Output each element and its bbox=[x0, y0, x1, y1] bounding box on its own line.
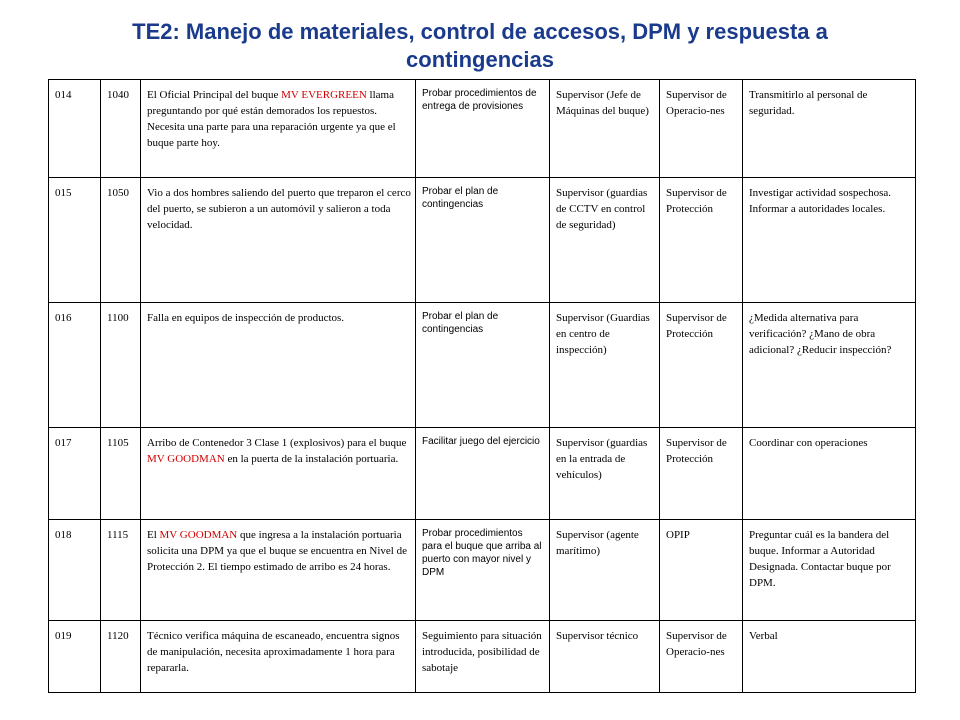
purpose-cell: Probar el plan de contingencias bbox=[416, 303, 550, 428]
event-number-cell: 018 bbox=[49, 520, 101, 621]
description-cell bbox=[141, 80, 416, 178]
vessel-name: MV EVERGREEN bbox=[281, 89, 367, 101]
purpose-cell: Probar el plan de contingencias bbox=[416, 178, 550, 303]
description-text: El Oficial Principal del buque bbox=[147, 89, 282, 101]
event-number-cell: 014 bbox=[49, 80, 101, 178]
expected-action-cell: Transmitirlo al personal de seguridad. bbox=[743, 80, 916, 178]
event-number-cell: 015 bbox=[49, 178, 101, 303]
table-row bbox=[49, 621, 916, 693]
table-body bbox=[49, 80, 916, 693]
vessel-name: MV GOODMAN bbox=[159, 529, 238, 541]
description-cell bbox=[141, 428, 416, 520]
player-cell: Supervisor (guardias en la entrada de vehículos) bbox=[550, 428, 660, 520]
vessel-name: MV GOODMAN bbox=[147, 453, 225, 465]
controller-cell: Supervisor de Protección bbox=[660, 303, 743, 428]
controller-cell: Supervisor de Protección bbox=[660, 178, 743, 303]
purpose-cell: Facilitar juego del ejercicio bbox=[416, 428, 550, 520]
controller-cell: Supervisor de Protección bbox=[660, 428, 743, 520]
player-cell: Supervisor (agente marítimo) bbox=[550, 520, 660, 621]
controller-cell: Supervisor de Operacio-nes bbox=[660, 621, 743, 693]
expected-action-cell: Verbal bbox=[743, 621, 916, 693]
player-cell: Supervisor (guardias de CCTV en control de seguridad) bbox=[550, 178, 660, 303]
expected-action-cell: ¿Medida alternativa para verificación? ¿Mano de obra adicional? ¿Reducir inspección? bbox=[743, 303, 916, 428]
purpose-cell: Probar procedimientos de entrega de provisiones bbox=[416, 80, 550, 178]
event-number-cell: 017 bbox=[49, 428, 101, 520]
event-time-cell: 1105 bbox=[101, 428, 141, 520]
table-row bbox=[49, 303, 916, 428]
expected-action-cell: Investigar actividad sospechosa. Informar a autoridades locales. bbox=[743, 178, 916, 303]
description-text: que ingresa a la instalación portuaria solicita una DPM ya que el buque se encuentra en Nivel de Protección 2. El tiempo estimado de arribo es 24 horas. bbox=[147, 529, 407, 573]
description-text: llama preguntando por qué están demorados los repuestos. Necesita una parte para una reparación urgente ya que el buque parte hoy. bbox=[147, 89, 396, 149]
event-number-cell: 019 bbox=[49, 621, 101, 693]
description-text: Vio a dos hombres saliendo del puerto que treparon el cerco del puerto, se subieron a un automóvil y salieron a toda velocidad. bbox=[147, 187, 411, 231]
event-time-cell: 1120 bbox=[101, 621, 141, 693]
table-row bbox=[49, 80, 916, 178]
event-number-cell: 016 bbox=[49, 303, 101, 428]
table-row bbox=[49, 428, 916, 520]
table-row bbox=[49, 520, 916, 621]
player-cell: Supervisor (Jefe de Máquinas del buque) bbox=[550, 80, 660, 178]
description-text: Falla en equipos de inspección de productos. bbox=[147, 312, 345, 324]
description-text: El bbox=[147, 529, 160, 541]
scenario-table bbox=[48, 79, 916, 693]
event-time-cell: 1115 bbox=[101, 520, 141, 621]
expected-action-cell: Coordinar con operaciones bbox=[743, 428, 916, 520]
description-text: Técnico verifica máquina de escaneado, encuentra signos de manipulación, necesita aproximadamente 1 hora para repararla. bbox=[147, 630, 400, 674]
table-row bbox=[49, 178, 916, 303]
controller-cell: Supervisor de Operacio-nes bbox=[660, 80, 743, 178]
event-time-cell: 1040 bbox=[101, 80, 141, 178]
player-cell: Supervisor técnico bbox=[550, 621, 660, 693]
description-cell bbox=[141, 621, 416, 693]
purpose-cell: Seguimiento para situación introducida, posibilidad de sabotaje bbox=[416, 621, 550, 693]
event-time-cell: 1100 bbox=[101, 303, 141, 428]
purpose-cell: Probar procedimientos para el buque que arriba al puerto con mayor nivel y DPM bbox=[416, 520, 550, 621]
description-cell bbox=[141, 303, 416, 428]
expected-action-cell: Preguntar cuál es la bandera del buque. Informar a Autoridad Designada. Contactar buque por DPM. bbox=[743, 520, 916, 621]
controller-cell: OPIP bbox=[660, 520, 743, 621]
description-cell bbox=[141, 520, 416, 621]
description-text: en la puerta de la instalación portuaria. bbox=[224, 453, 399, 465]
event-time-cell: 1050 bbox=[101, 178, 141, 303]
player-cell: Supervisor (Guardias en centro de inspección) bbox=[550, 303, 660, 428]
description-text: Arribo de Contenedor 3 Clase 1 (explosivos) para el buque bbox=[147, 437, 407, 449]
description-cell bbox=[141, 178, 416, 303]
page-title: TE2: Manejo de materiales, control de accesos, DPM y respuesta a contingencias bbox=[132, 19, 828, 72]
